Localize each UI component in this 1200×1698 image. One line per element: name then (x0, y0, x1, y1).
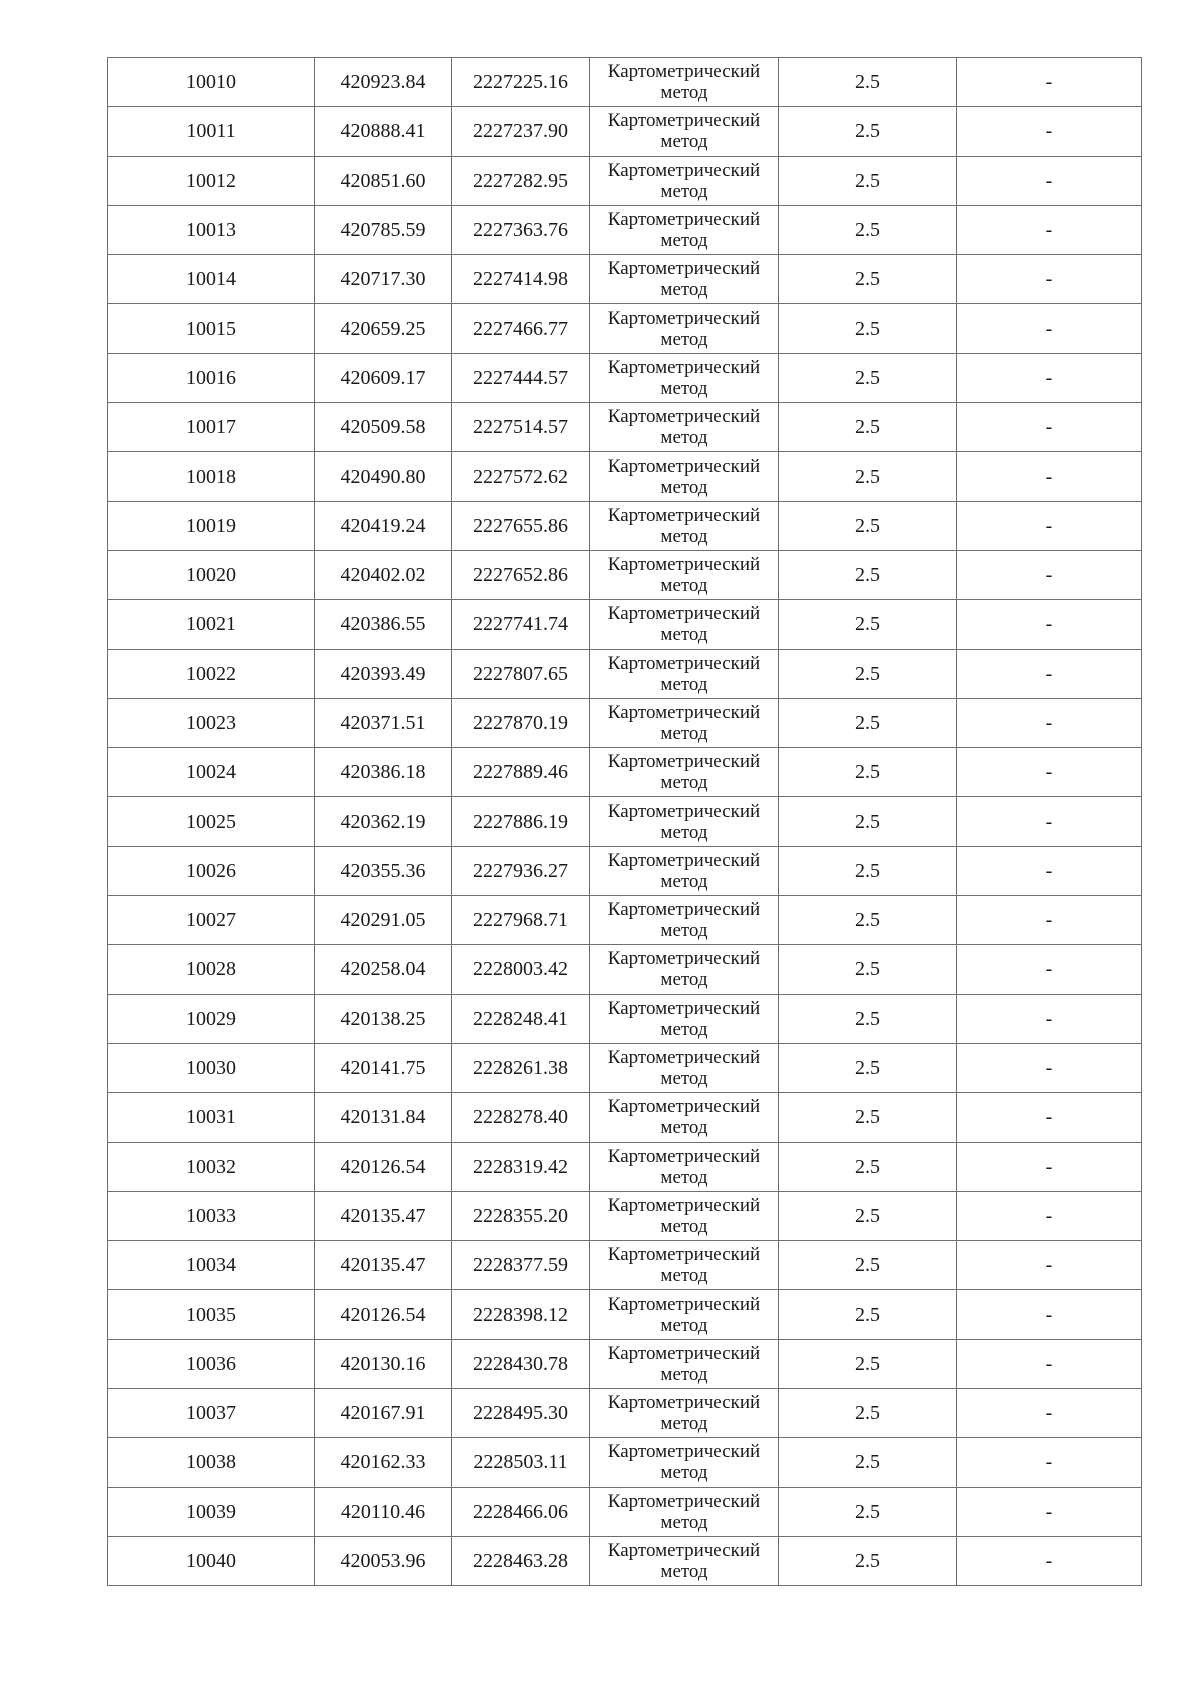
method-line-1: Картометрический (607, 1490, 761, 1512)
cell-note: - (957, 1241, 1142, 1290)
cell-coordinate-y: 2227886.19 (452, 797, 590, 846)
cell-coordinate-y: 2227807.65 (452, 649, 590, 698)
cell-coordinate-y: 2227655.86 (452, 501, 590, 550)
cell-coordinate-x: 420393.49 (315, 649, 452, 698)
table-row (108, 698, 1142, 747)
cell-coordinate-y: 2227444.57 (452, 353, 590, 402)
cell-accuracy: 2.5 (779, 1191, 957, 1240)
cell-coordinate-y: 2227282.95 (452, 156, 590, 205)
cell-method (590, 600, 779, 649)
cell-coordinate-x: 420130.16 (315, 1339, 452, 1388)
cell-coordinate-x: 420053.96 (315, 1536, 452, 1585)
table-row (108, 1093, 1142, 1142)
cell-accuracy: 2.5 (779, 304, 957, 353)
cell-method (590, 550, 779, 599)
cell-coordinate-x: 420371.51 (315, 698, 452, 747)
table-row (108, 353, 1142, 402)
cell-coordinate-y: 2228261.38 (452, 1043, 590, 1092)
cell-coordinate-y: 2227237.90 (452, 107, 590, 156)
cell-accuracy: 2.5 (779, 1241, 957, 1290)
cell-method (590, 846, 779, 895)
cell-method (590, 1339, 779, 1388)
cell-point-number: 10037 (108, 1389, 315, 1438)
cell-point-number: 10017 (108, 403, 315, 452)
table-row (108, 107, 1142, 156)
cell-note: - (957, 649, 1142, 698)
cell-method (590, 698, 779, 747)
cell-note: - (957, 600, 1142, 649)
cell-coordinate-x: 420490.80 (315, 452, 452, 501)
method-line-2: метод (660, 427, 708, 449)
cell-point-number: 10028 (108, 945, 315, 994)
cell-point-number: 10024 (108, 748, 315, 797)
cell-coordinate-y: 2228398.12 (452, 1290, 590, 1339)
cell-coordinate-y: 2227514.57 (452, 403, 590, 452)
method-line-2: метод (660, 1117, 708, 1139)
cell-note: - (957, 846, 1142, 895)
cell-note: - (957, 501, 1142, 550)
cell-point-number: 10026 (108, 846, 315, 895)
cell-coordinate-y: 2228463.28 (452, 1536, 590, 1585)
cell-coordinate-x: 420126.54 (315, 1142, 452, 1191)
method-line-1: Картометрический (607, 554, 761, 576)
cell-accuracy: 2.5 (779, 1438, 957, 1487)
cell-coordinate-x: 420135.47 (315, 1191, 452, 1240)
cell-method (590, 797, 779, 846)
table-row (108, 945, 1142, 994)
cell-note: - (957, 698, 1142, 747)
cell-coordinate-y: 2227936.27 (452, 846, 590, 895)
cell-point-number: 10021 (108, 600, 315, 649)
cell-coordinate-y: 2227225.16 (452, 58, 590, 107)
cell-coordinate-x: 420923.84 (315, 58, 452, 107)
cell-coordinate-x: 420386.18 (315, 748, 452, 797)
cell-note: - (957, 1339, 1142, 1388)
cell-accuracy: 2.5 (779, 255, 957, 304)
cell-note: - (957, 1438, 1142, 1487)
cell-coordinate-y: 2227870.19 (452, 698, 590, 747)
cell-accuracy: 2.5 (779, 501, 957, 550)
cell-accuracy: 2.5 (779, 550, 957, 599)
cell-coordinate-x: 420162.33 (315, 1438, 452, 1487)
cell-coordinate-y: 2227652.86 (452, 550, 590, 599)
method-line-1: Картометрический (607, 800, 761, 822)
cell-accuracy: 2.5 (779, 1043, 957, 1092)
cell-point-number: 10032 (108, 1142, 315, 1191)
cell-point-number: 10022 (108, 649, 315, 698)
method-line-1: Картометрический (607, 1540, 761, 1562)
method-line-1: Картометрический (607, 110, 761, 132)
cell-method (590, 58, 779, 107)
cell-coordinate-y: 2227572.62 (452, 452, 590, 501)
method-line-2: метод (660, 1462, 708, 1484)
cell-note: - (957, 1191, 1142, 1240)
method-line-2: метод (660, 1314, 708, 1336)
cell-accuracy: 2.5 (779, 1389, 957, 1438)
method-line-2: метод (660, 1561, 708, 1583)
cell-point-number: 10018 (108, 452, 315, 501)
cell-coordinate-x: 420291.05 (315, 896, 452, 945)
table-row (108, 1487, 1142, 1536)
cell-note: - (957, 1093, 1142, 1142)
cell-coordinate-y: 2228248.41 (452, 994, 590, 1043)
method-line-1: Картометрический (607, 258, 761, 280)
method-line-1: Картометрический (607, 751, 761, 773)
method-line-2: метод (660, 920, 708, 942)
cell-point-number: 10031 (108, 1093, 315, 1142)
cell-point-number: 10010 (108, 58, 315, 107)
method-line-2: метод (660, 1511, 708, 1533)
cell-method (590, 403, 779, 452)
cell-method (590, 353, 779, 402)
method-line-2: метод (660, 969, 708, 991)
cell-point-number: 10035 (108, 1290, 315, 1339)
cell-coordinate-x: 420110.46 (315, 1487, 452, 1536)
cell-coordinate-x: 420138.25 (315, 994, 452, 1043)
method-line-1: Картометрический (607, 356, 761, 378)
cell-coordinate-x: 420851.60 (315, 156, 452, 205)
table-row (108, 1290, 1142, 1339)
method-line-1: Картометрический (607, 1145, 761, 1167)
cell-accuracy: 2.5 (779, 403, 957, 452)
table-row (108, 846, 1142, 895)
method-line-1: Картометрический (607, 1392, 761, 1414)
method-line-1: Картометрический (607, 1194, 761, 1216)
cell-coordinate-y: 2228319.42 (452, 1142, 590, 1191)
method-line-1: Картометрический (607, 1293, 761, 1315)
cell-coordinate-x: 420402.02 (315, 550, 452, 599)
method-line-2: метод (660, 328, 708, 350)
table-row (108, 1191, 1142, 1240)
cell-note: - (957, 797, 1142, 846)
cell-accuracy: 2.5 (779, 846, 957, 895)
method-line-2: метод (660, 723, 708, 744)
table-row (108, 550, 1142, 599)
cell-coordinate-y: 2228430.78 (452, 1339, 590, 1388)
cell-method (590, 255, 779, 304)
cell-coordinate-x: 420386.55 (315, 600, 452, 649)
cell-note: - (957, 1487, 1142, 1536)
cell-accuracy: 2.5 (779, 1536, 957, 1585)
method-line-2: метод (660, 1363, 708, 1385)
table-row (108, 1536, 1142, 1585)
table-row (108, 1339, 1142, 1388)
cell-coordinate-y: 2228466.06 (452, 1487, 590, 1536)
cell-note: - (957, 1290, 1142, 1339)
cell-point-number: 10019 (108, 501, 315, 550)
cell-coordinate-x: 420509.58 (315, 403, 452, 452)
cell-accuracy: 2.5 (779, 452, 957, 501)
method-line-2: метод (660, 1265, 708, 1287)
table-row (108, 205, 1142, 254)
cell-method (590, 304, 779, 353)
table-row (108, 58, 1142, 107)
method-line-2: метод (660, 1215, 708, 1237)
cell-accuracy: 2.5 (779, 1290, 957, 1339)
cell-method (590, 649, 779, 698)
table-row (108, 1438, 1142, 1487)
cell-note: - (957, 945, 1142, 994)
table-row (108, 1241, 1142, 1290)
method-line-1: Картометрический (607, 1342, 761, 1364)
table-row (108, 501, 1142, 550)
method-line-1: Картометрический (607, 849, 761, 871)
cell-accuracy: 2.5 (779, 698, 957, 747)
cell-coordinate-y: 2227363.76 (452, 205, 590, 254)
method-line-2: метод (660, 673, 708, 695)
cell-accuracy: 2.5 (779, 600, 957, 649)
cell-coordinate-y: 2227466.77 (452, 304, 590, 353)
cell-coordinate-y: 2227968.71 (452, 896, 590, 945)
cell-point-number: 10015 (108, 304, 315, 353)
cell-method (590, 1438, 779, 1487)
method-line-1: Картометрический (607, 504, 761, 526)
method-line-2: метод (660, 821, 708, 843)
cell-coordinate-x: 420362.19 (315, 797, 452, 846)
coordinates-table (107, 57, 1142, 1586)
method-line-1: Картометрический (607, 61, 761, 83)
cell-method (590, 945, 779, 994)
cell-point-number: 10036 (108, 1339, 315, 1388)
cell-accuracy: 2.5 (779, 156, 957, 205)
cell-point-number: 10029 (108, 994, 315, 1043)
cell-coordinate-x: 420131.84 (315, 1093, 452, 1142)
cell-method (590, 1191, 779, 1240)
cell-note: - (957, 1536, 1142, 1585)
method-line-1: Картометрический (607, 209, 761, 231)
cell-point-number: 10030 (108, 1043, 315, 1092)
table-row (108, 649, 1142, 698)
cell-point-number: 10027 (108, 896, 315, 945)
cell-method (590, 1389, 779, 1438)
cell-method (590, 1536, 779, 1585)
cell-coordinate-y: 2227414.98 (452, 255, 590, 304)
cell-accuracy: 2.5 (779, 896, 957, 945)
cell-point-number: 10039 (108, 1487, 315, 1536)
cell-note: - (957, 403, 1142, 452)
cell-point-number: 10012 (108, 156, 315, 205)
cell-accuracy: 2.5 (779, 748, 957, 797)
method-line-2: метод (660, 180, 708, 202)
cell-note: - (957, 748, 1142, 797)
method-line-2: метод (660, 870, 708, 892)
cell-accuracy: 2.5 (779, 1339, 957, 1388)
cell-note: - (957, 550, 1142, 599)
cell-point-number: 10040 (108, 1536, 315, 1585)
method-line-2: метод (660, 230, 708, 252)
cell-note: - (957, 452, 1142, 501)
table-row (108, 748, 1142, 797)
cell-method (590, 501, 779, 550)
method-line-1: Картометрический (607, 948, 761, 970)
method-line-2: метод (660, 1166, 708, 1188)
cell-note: - (957, 1389, 1142, 1438)
table-row (108, 1142, 1142, 1191)
method-line-2: метод (660, 624, 708, 646)
cell-note: - (957, 205, 1142, 254)
cell-point-number: 10020 (108, 550, 315, 599)
cell-note: - (957, 107, 1142, 156)
method-line-1: Картометрический (607, 406, 761, 428)
cell-coordinate-x: 420659.25 (315, 304, 452, 353)
method-line-1: Картометрический (607, 702, 761, 723)
cell-coordinate-y: 2227889.46 (452, 748, 590, 797)
cell-point-number: 10023 (108, 698, 315, 747)
cell-point-number: 10011 (108, 107, 315, 156)
cell-point-number: 10014 (108, 255, 315, 304)
cell-note: - (957, 1043, 1142, 1092)
table-row (108, 1389, 1142, 1438)
method-line-2: метод (660, 1018, 708, 1040)
cell-coordinate-x: 420785.59 (315, 205, 452, 254)
cell-coordinate-y: 2228495.30 (452, 1389, 590, 1438)
method-line-2: метод (660, 772, 708, 794)
cell-note: - (957, 58, 1142, 107)
method-line-1: Картометрический (607, 997, 761, 1019)
cell-coordinate-x: 420355.36 (315, 846, 452, 895)
method-line-1: Картометрический (607, 1441, 761, 1463)
cell-coordinate-y: 2228377.59 (452, 1241, 590, 1290)
cell-coordinate-y: 2228503.11 (452, 1438, 590, 1487)
cell-method (590, 156, 779, 205)
cell-accuracy: 2.5 (779, 797, 957, 846)
method-line-2: метод (660, 279, 708, 301)
cell-coordinate-x: 420609.17 (315, 353, 452, 402)
table-row (108, 797, 1142, 846)
cell-coordinate-x: 420167.91 (315, 1389, 452, 1438)
method-line-1: Картометрический (607, 307, 761, 329)
cell-method (590, 1487, 779, 1536)
cell-method (590, 896, 779, 945)
method-line-1: Картометрический (607, 159, 761, 181)
table-row (108, 304, 1142, 353)
table-row (108, 1043, 1142, 1092)
cell-coordinate-x: 420419.24 (315, 501, 452, 550)
coordinates-table-body (108, 58, 1142, 1586)
cell-method (590, 1142, 779, 1191)
method-line-2: метод (660, 525, 708, 547)
cell-coordinate-y: 2228278.40 (452, 1093, 590, 1142)
method-line-1: Картометрический (607, 652, 761, 674)
cell-note: - (957, 156, 1142, 205)
cell-accuracy: 2.5 (779, 994, 957, 1043)
cell-coordinate-x: 420888.41 (315, 107, 452, 156)
cell-coordinate-x: 420717.30 (315, 255, 452, 304)
cell-method (590, 994, 779, 1043)
cell-accuracy: 2.5 (779, 1487, 957, 1536)
cell-coordinate-x: 420141.75 (315, 1043, 452, 1092)
method-line-2: метод (660, 82, 708, 104)
table-row (108, 896, 1142, 945)
cell-accuracy: 2.5 (779, 1142, 957, 1191)
cell-accuracy: 2.5 (779, 205, 957, 254)
cell-method (590, 748, 779, 797)
method-line-2: метод (660, 1413, 708, 1435)
method-line-2: метод (660, 1068, 708, 1090)
cell-accuracy: 2.5 (779, 58, 957, 107)
cell-method (590, 1290, 779, 1339)
cell-accuracy: 2.5 (779, 649, 957, 698)
cell-method (590, 205, 779, 254)
method-line-1: Картометрический (607, 1096, 761, 1118)
cell-point-number: 10025 (108, 797, 315, 846)
method-line-1: Картометрический (607, 1047, 761, 1069)
table-row (108, 994, 1142, 1043)
cell-point-number: 10033 (108, 1191, 315, 1240)
cell-coordinate-y: 2228355.20 (452, 1191, 590, 1240)
cell-point-number: 10034 (108, 1241, 315, 1290)
table-row (108, 156, 1142, 205)
cell-note: - (957, 1142, 1142, 1191)
cell-note: - (957, 353, 1142, 402)
method-line-2: метод (660, 476, 708, 498)
cell-note: - (957, 896, 1142, 945)
cell-coordinate-x: 420258.04 (315, 945, 452, 994)
method-line-1: Картометрический (607, 899, 761, 921)
cell-note: - (957, 304, 1142, 353)
cell-coordinate-y: 2227741.74 (452, 600, 590, 649)
table-row (108, 600, 1142, 649)
cell-coordinate-x: 420126.54 (315, 1290, 452, 1339)
cell-coordinate-x: 420135.47 (315, 1241, 452, 1290)
method-line-2: метод (660, 131, 708, 153)
cell-method (590, 452, 779, 501)
cell-point-number: 10013 (108, 205, 315, 254)
cell-point-number: 10038 (108, 1438, 315, 1487)
cell-accuracy: 2.5 (779, 1093, 957, 1142)
cell-method (590, 1043, 779, 1092)
method-line-1: Картометрический (607, 1244, 761, 1266)
method-line-1: Картометрический (607, 603, 761, 625)
cell-method (590, 1241, 779, 1290)
cell-note: - (957, 994, 1142, 1043)
table-row (108, 403, 1142, 452)
method-line-2: метод (660, 377, 708, 399)
method-line-2: метод (660, 575, 708, 597)
cell-accuracy: 2.5 (779, 945, 957, 994)
cell-method (590, 107, 779, 156)
cell-point-number: 10016 (108, 353, 315, 402)
cell-note: - (957, 255, 1142, 304)
cell-accuracy: 2.5 (779, 107, 957, 156)
method-line-1: Картометрический (607, 455, 761, 477)
table-row (108, 452, 1142, 501)
table-row (108, 255, 1142, 304)
cell-accuracy: 2.5 (779, 353, 957, 402)
cell-coordinate-y: 2228003.42 (452, 945, 590, 994)
cell-method (590, 1093, 779, 1142)
